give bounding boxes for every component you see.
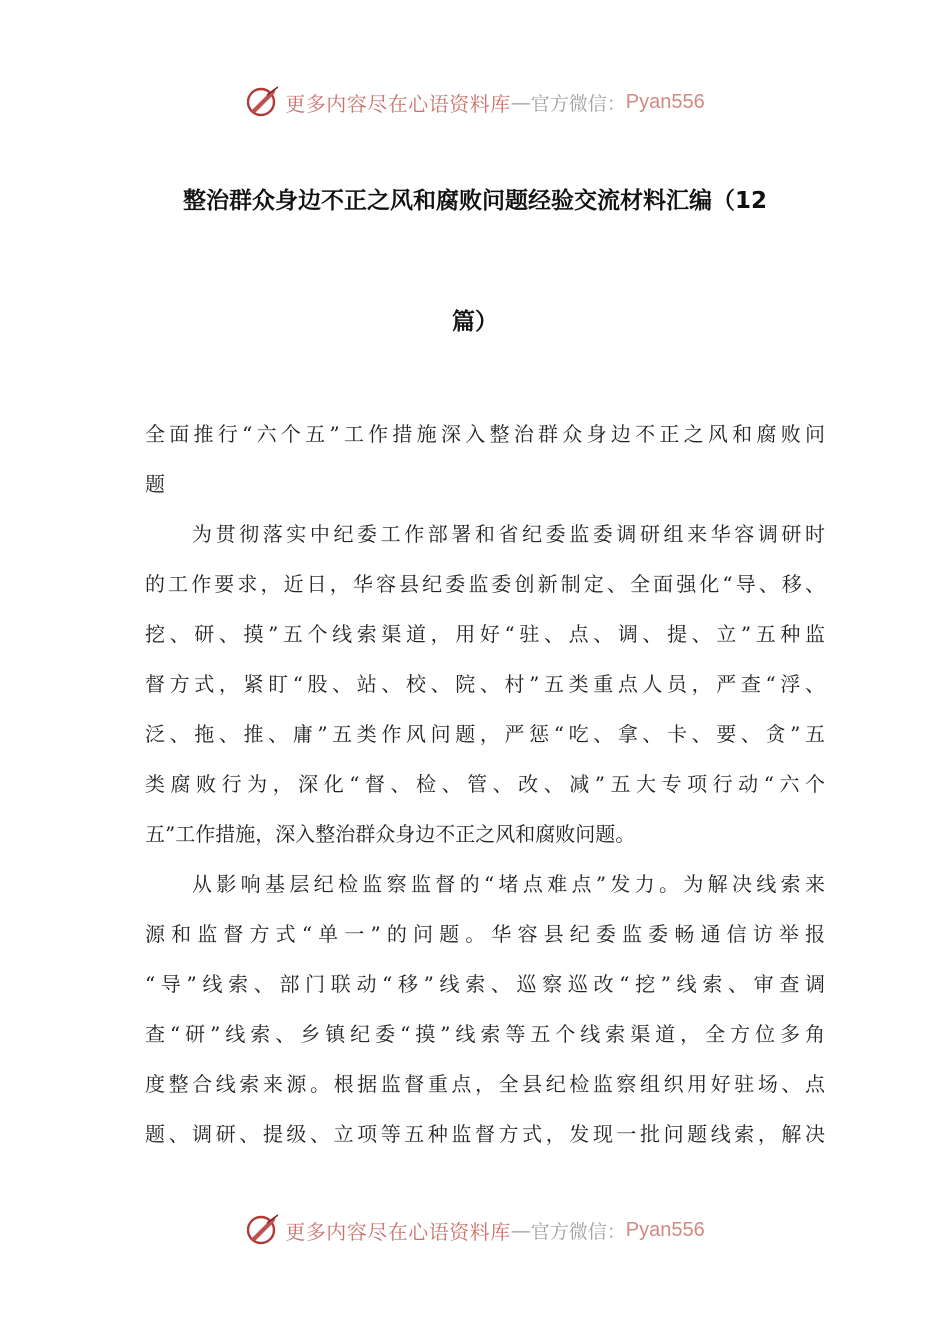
paragraph-1-line-4: 督方式，紧盯“股、站、校、院、村”五类重点人员，严查“浮、 (145, 672, 825, 696)
banner-slogan: 更多内容尽在心语资料库 (285, 1219, 511, 1244)
paragraph-2-line-1: 从影响基层纪检监察监督的“堵点难点”发力。为解决线索来 (192, 872, 825, 896)
footer-watermark-banner (0, 1210, 950, 1250)
quill-logo-icon (245, 1213, 281, 1247)
paragraph-1-line-5: 泛、拖、推、庸”五类作风问题，严惩“吃、拿、卡、要、贪”五 (145, 722, 825, 746)
section-heading-line-2: 题 (145, 472, 165, 496)
quill-logo-icon (245, 85, 281, 119)
banner-wechat-id: Pyan556 (625, 1218, 705, 1241)
paragraph-2-line-6: 题、调研、提级、立项等五种监督方式，发现一批问题线索，解决 (145, 1122, 825, 1146)
document-title-line-2: 篇） (452, 309, 498, 335)
banner-wechat-id: Pyan556 (625, 90, 705, 113)
document-title-line-1: 整治群众身边不正之风和腐败问题经验交流材料汇编（12 (182, 188, 767, 214)
paragraph-2-line-2: 源和监督方式“单一”的问题。华容县纪委监委畅通信访举报 (145, 922, 825, 946)
paragraph-2-line-4: 查“研”线索、乡镇纪委“摸”线索等五个线索渠道，全方位多角 (145, 1022, 825, 1046)
paragraph-1-line-3: 挖、研、摸”五个线索渠道，用好“驻、点、调、提、立”五种监 (145, 622, 825, 646)
paragraph-1-line-6: 类腐败行为，深化“督、检、管、改、减”五大专项行动“六个 (145, 772, 825, 796)
banner-separator: — (510, 1218, 531, 1242)
paragraph-1-line-7: 五”工作措施，深入整治群众身边不正之风和腐败问题。 (145, 822, 636, 846)
paragraph-2-line-5: 度整合线索来源。根据监督重点，全县纪检监察组织用好驻场、点 (145, 1072, 825, 1096)
section-heading-line-1: 全面推行“六个五”工作措施深入整治群众身边不正之风和腐败问 (145, 422, 825, 446)
paragraph-2-line-3: “导”线索、部门联动“移”线索、巡察巡改“挖”线索、审查调 (145, 972, 825, 996)
header-watermark-banner (0, 82, 950, 122)
banner-separator: — (510, 90, 531, 114)
banner-slogan: 更多内容尽在心语资料库 (285, 91, 511, 116)
banner-wechat-label: 官方微信： (530, 92, 626, 115)
banner-wechat-label: 官方微信： (530, 1220, 626, 1243)
paragraph-1-line-2: 的工作要求，近日，华容县纪委监委创新制定、全面强化“导、移、 (145, 572, 825, 596)
paragraph-1-line-1: 为贯彻落实中纪委工作部署和省纪委监委调研组来华容调研时 (192, 522, 825, 546)
